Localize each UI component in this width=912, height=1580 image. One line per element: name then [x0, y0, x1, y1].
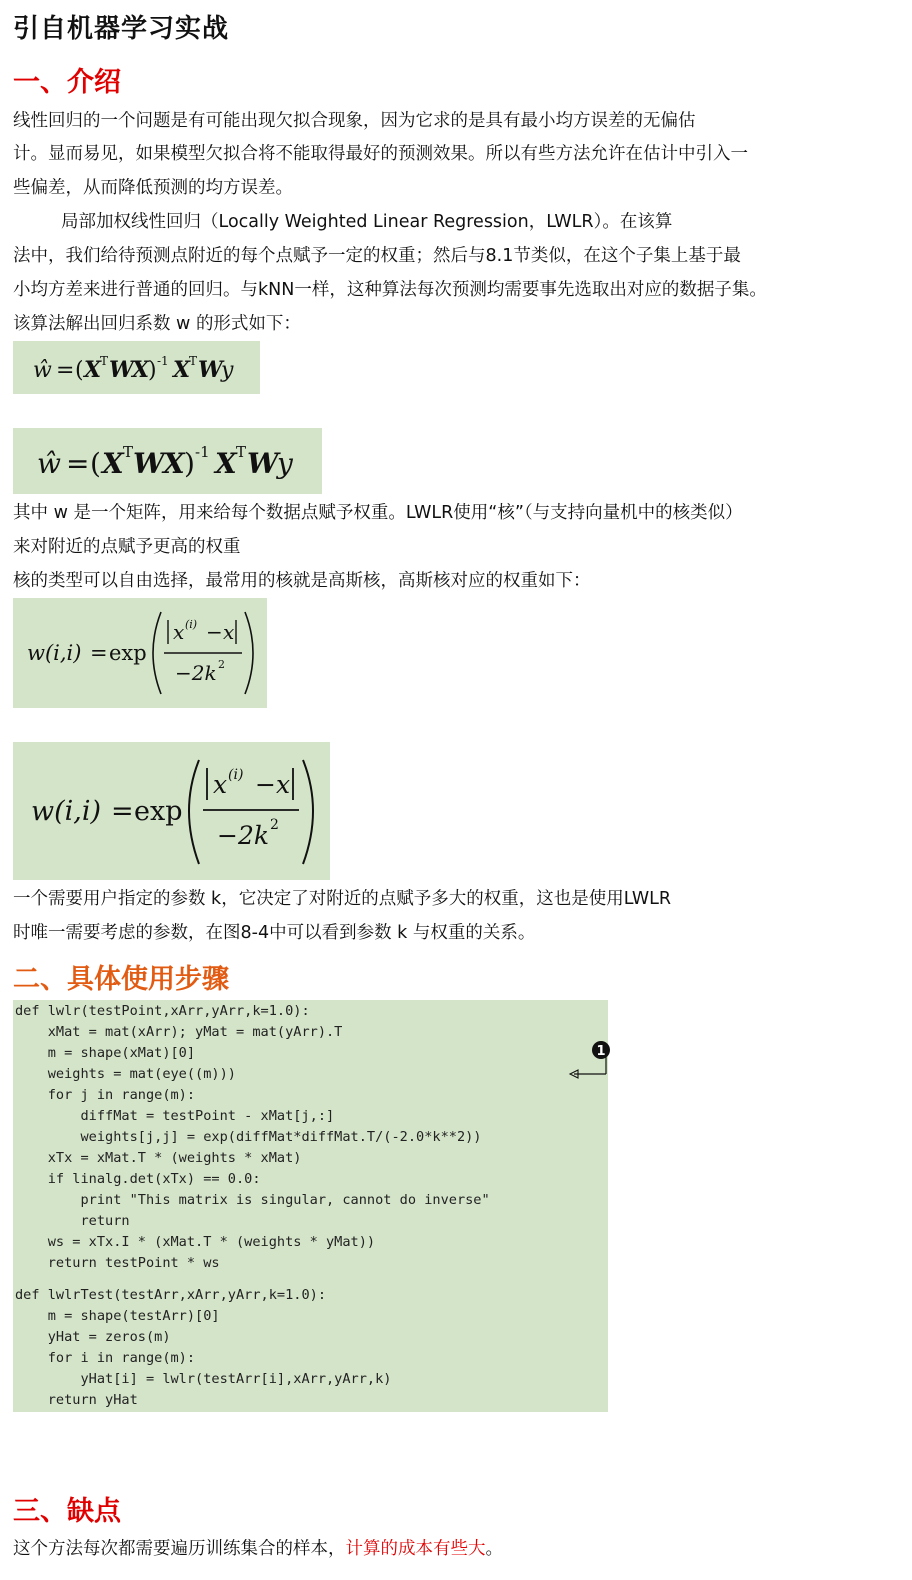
formula-eq: =	[66, 447, 90, 480]
intro-paragraph-line: 法中，我们给待预测点附近的每个点赋予一定的权重；然后与8.1节类似，在这个子集上基于最	[13, 246, 741, 266]
formula-exp: exp	[134, 796, 183, 827]
formula-lparen: (	[90, 447, 101, 480]
code-line: def lwlr(testPoint,xArr,yArr,k=1.0):	[15, 1003, 310, 1019]
formula-inverse: -1	[157, 354, 169, 368]
formula-w-hat: ŵ	[33, 358, 52, 383]
formula-y: y	[221, 358, 234, 383]
formula-superscript: (i)	[228, 767, 244, 783]
code-line: weights = mat(eye((m)))	[15, 1066, 236, 1082]
code-line: print "This matrix is singular, cannot do inverse"	[15, 1192, 490, 1208]
formula-x: x	[276, 770, 291, 799]
formula-x: X	[102, 447, 124, 480]
code-line: m = shape(xMat)[0]	[15, 1045, 196, 1061]
intro-paragraph-line: 其中 w 是一个矩阵，用来给每个数据点赋予权重。LWLR使用“核”（与支持向量机中的核类似）	[13, 503, 743, 523]
formula-right-paren	[303, 760, 313, 864]
formula-transpose: T	[123, 443, 134, 461]
formula-denominator: −2k	[175, 661, 217, 685]
formula-rparen: )	[148, 358, 157, 383]
formula-w: W	[198, 357, 223, 383]
formula-w: W	[247, 447, 279, 480]
formula-superscript: 2	[218, 658, 225, 671]
formula-superscript: (i)	[185, 618, 198, 631]
code-line: return testPoint * ws	[15, 1255, 220, 1271]
intro-paragraph-line: 时唯一需要考虑的参数，在图8-4中可以看到参数 k 与权重的关系。	[13, 923, 536, 943]
intro-paragraph-line: 该算法解出回归系数 w 的形式如下：	[13, 314, 301, 334]
formula-x: X	[215, 447, 237, 480]
intro-paragraph-line: 核的类型可以自由选择，最常用的核就是高斯核，高斯核对应的权重如下：	[13, 571, 591, 591]
intro-paragraph-line: 一个需要用户指定的参数 k，它决定了对附近的点赋予多大的权重，这也是使用LWLR	[13, 889, 672, 909]
annotation-marker-number: 1	[596, 1044, 606, 1059]
code-line: yHat = zeros(m)	[15, 1329, 171, 1345]
section-heading-intro: 一、介绍	[13, 67, 121, 98]
formula-y: y	[277, 447, 293, 480]
code-line: for j in range(m):	[15, 1087, 196, 1103]
formula-inverse: -1	[195, 443, 210, 461]
formula-x: x	[223, 620, 235, 644]
cons-text-end: 。	[485, 1539, 503, 1559]
formula-w: W	[133, 447, 165, 480]
page-title: 引自机器学习实战	[13, 14, 230, 44]
regression-formula-large	[13, 428, 322, 494]
cons-highlight: 计算的成本有些大	[345, 1539, 486, 1559]
formula-w-hat: ŵ	[37, 447, 61, 480]
formula-x: X	[132, 357, 150, 383]
formula-eq: =	[56, 358, 75, 383]
code-line: return	[15, 1213, 130, 1229]
formula-eq: =	[111, 796, 134, 827]
intro-paragraph-line: 来对附近的点赋予更高的权重	[13, 537, 241, 557]
formula-lhs: w(i,i)	[27, 641, 82, 665]
code-line: for i in range(m):	[15, 1350, 196, 1366]
formula-x-i: x	[213, 770, 228, 799]
cons-paragraph	[13, 1537, 503, 1561]
formula-lhs: w(i,i)	[31, 796, 102, 827]
formula-left-paren	[153, 612, 161, 694]
cons-text: 这个方法每次都需要遍历训练集合的样本，	[13, 1539, 346, 1559]
formula-transpose: T	[100, 354, 109, 368]
code-line: xMat = mat(xArr); yMat = mat(yArr).T	[15, 1024, 343, 1040]
formula-transpose: T	[189, 354, 198, 368]
formula-superscript: 2	[270, 817, 279, 833]
formula-x: X	[163, 447, 185, 480]
code-line: m = shape(testArr)[0]	[15, 1308, 220, 1324]
formula-x: X	[84, 357, 102, 383]
formula-denominator: −2k	[217, 821, 270, 850]
formula-minus: −	[206, 620, 223, 644]
formula-w: W	[109, 357, 134, 383]
code-line: yHat[i] = lwlr(testArr[i],xArr,yArr,k)	[15, 1371, 392, 1387]
formula-transpose: T	[236, 443, 247, 461]
formula-x-i: x	[173, 620, 185, 644]
code-line: ws = xTx.I * (xMat.T * (weights * yMat))	[15, 1234, 376, 1250]
kernel-formula-small	[13, 598, 267, 708]
intro-paragraph-line: 些偏差，从而降低预测的均方误差。	[13, 178, 293, 198]
formula-x: X	[173, 357, 191, 383]
code-block	[13, 1000, 608, 1412]
regression-formula-small	[13, 341, 260, 394]
code-line: if linalg.det(xTx) == 0.0:	[15, 1171, 261, 1187]
code-line: return yHat	[15, 1392, 138, 1408]
code-line: diffMat = testPoint - xMat[j,:]	[15, 1108, 335, 1124]
formula-rparen: )	[184, 447, 195, 480]
formula-eq: =	[90, 641, 108, 665]
formula-exp: exp	[109, 641, 147, 665]
formula-minus: −	[255, 770, 276, 799]
section-heading-cons: 三、缺点	[13, 1496, 121, 1527]
intro-paragraph-line: 局部加权线性回归（Locally Weighted Linear Regression，LWLR）。在该算	[61, 212, 673, 232]
section-heading-steps: 二、具体使用步骤	[13, 964, 229, 995]
code-line: xTx = xMat.T * (weights * xMat)	[15, 1150, 302, 1166]
code-line: weights[j,j] = exp(diffMat*diffMat.T/(-2.0*k**2))	[15, 1129, 482, 1145]
formula-right-paren	[245, 612, 253, 694]
annotation-marker-icon	[566, 1040, 610, 1080]
formula-lparen: (	[75, 358, 84, 383]
formula-left-paren	[189, 760, 199, 864]
intro-paragraph-line: 线性回归的一个问题是有可能出现欠拟合现象，因为它求的是具有最小均方误差的无偏估	[13, 111, 696, 131]
intro-paragraph-line: 计。显而易见，如果模型欠拟合将不能取得最好的预测效果。所以有些方法允许在估计中引入一	[13, 144, 748, 164]
code-line: def lwlrTest(testArr,xArr,yArr,k=1.0):	[15, 1287, 326, 1303]
kernel-formula-large	[13, 742, 330, 880]
intro-paragraph-line: 小均方差来进行普通的回归。与kNN一样，这种算法每次预测均需要事先选取出对应的数据子集。	[13, 280, 767, 300]
